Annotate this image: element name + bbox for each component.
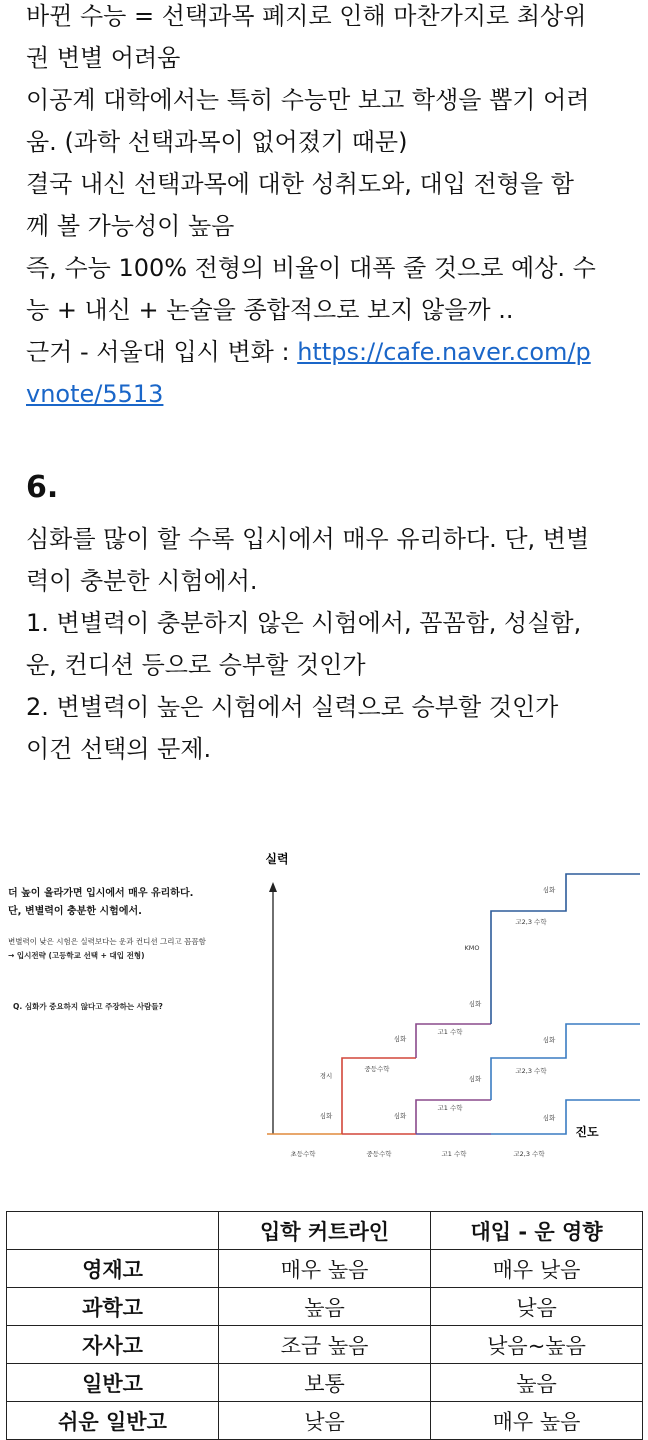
step-label: 심화 [542,1114,556,1122]
step-label: 고1 수학 [437,1028,463,1036]
source-link-continued[interactable]: vnote/5513 [26,380,164,408]
table-cell: 매우 높음 [219,1250,431,1288]
text-line: 능 + 내신 + 논술을 종합적으로 보지 않을까 .. [26,296,514,324]
step-label: 심화 [393,1112,407,1120]
text-line: 바뀐 수능 = 선택과목 폐지로 인해 마찬가지로 최상위 [26,2,587,30]
progress-diagram [0,838,648,1168]
table-row [7,1288,643,1326]
table-cell: 낮음~높음 [431,1326,643,1364]
text-line: 결국 내신 선택과목에 대한 성취도와, 대입 전형을 함 [26,170,574,198]
table-row [7,1402,643,1440]
table-header-row [7,1212,643,1250]
step-top-path [491,874,640,1024]
y-axis-arrow [269,882,277,892]
step-label: 고1 수학 [437,1104,463,1112]
x-tick-label: 초등수학 [290,1150,316,1158]
section-paragraph [26,518,626,770]
text-line: 권 변별 어려움 [26,44,181,72]
x-tick-label: 고2,3 수학 [513,1150,545,1158]
text-line: 즉, 수능 100% 전형의 비율이 대폭 줄 것으로 예상. 수 [26,254,596,282]
text-line: 심화를 많이 할 수록 입시에서 매우 유리하다. 단, 변별 [26,525,590,553]
x-tick-label: 중등수학 [366,1150,392,1158]
step-labels [320,885,556,1122]
diagram-question: Q. 심화가 중요하지 않다고 주장하는 사람들? [13,1002,163,1011]
row-header: 과학고 [7,1288,219,1326]
text-line: 력이 충분한 시험에서. [26,567,258,595]
table-cell: 높음 [431,1364,643,1402]
y-axis-label: 실력 [265,852,289,866]
x-axis-label: 진도 [575,1125,599,1139]
section-number: 6. [26,470,59,505]
note-small-1: 변별력이 낮은 시험은 실력보다는 운과 컨디션 그리고 꼼꼼함 [8,937,206,946]
source-link[interactable]: https://cafe.naver.com/p [297,338,591,366]
row-header: 쉬운 일반고 [7,1402,219,1440]
step-label: 심화 [319,1112,333,1120]
school-comparison-table [6,1211,643,1440]
x-tick-label: 고1 수학 [441,1150,467,1158]
text-line: 2. 변별력이 높은 시험에서 실력으로 승부할 것인가 [26,693,559,721]
table-cell: 보통 [219,1364,431,1402]
step-label: 심화 [468,1000,482,1008]
step-label: 심화 [468,1075,482,1083]
row-header: 자사고 [7,1326,219,1364]
table-header-cell [7,1212,219,1250]
note-bold-1: 더 높이 올라가면 입시에서 매우 유리하다. [8,888,194,899]
text-line: 이건 선택의 문제. [26,735,212,763]
table-cell: 매우 높음 [431,1402,643,1440]
table-cell: 높음 [219,1288,431,1326]
diagram-notes [8,886,207,1011]
table-row [7,1250,643,1288]
table-cell: 낮음 [219,1402,431,1440]
step-mid-path [491,1024,640,1100]
step-label: 중등수학 [364,1065,390,1073]
step-low-path [491,1100,640,1134]
table-cell: 낮음 [431,1288,643,1326]
text-line: 운, 컨디션 등으로 승부할 것인가 [26,651,366,679]
source-prefix: 근거 - 서울대 입시 변화 : [26,338,298,366]
table-row [7,1364,643,1402]
text-line: 움. (과학 선택과목이 없어졌기 때문) [26,128,408,156]
step-label: 심화 [393,1035,407,1043]
step-label: KMO [464,944,480,952]
text-line: 께 볼 가능성이 높음 [26,212,235,240]
step-label: 고2,3 수학 [515,918,547,926]
table-cell: 매우 낮음 [431,1250,643,1288]
table-row [7,1326,643,1364]
step-label: 고2,3 수학 [515,1067,547,1075]
text-line: 1. 변별력이 충분하지 않은 시험에서, 꼼꼼함, 성실함, [26,609,582,637]
table-cell: 조금 높음 [219,1326,431,1364]
step-label: 심화 [542,1036,556,1044]
source-line [26,331,626,373]
note-bold-2: 단, 변별력이 충분한 시험에서. [8,906,142,917]
table-header-cell: 입학 커트라인 [219,1212,431,1250]
note-small-2: → 입시전략 (고등학교 선택 + 대입 전형) [8,951,145,960]
step-lines [267,874,640,1134]
row-header: 일반고 [7,1364,219,1402]
intro-paragraph [26,0,626,415]
table-header-cell: 대입 - 운 영향 [431,1212,643,1250]
row-header: 영재고 [7,1250,219,1288]
step-label: 경시 [319,1072,333,1080]
source-line-2 [26,373,626,415]
text-line: 이공계 대학에서는 특히 수능만 보고 학생을 뽑기 어려 [26,86,590,114]
step-label: 심화 [542,886,556,894]
x-tick-labels [290,1149,545,1158]
